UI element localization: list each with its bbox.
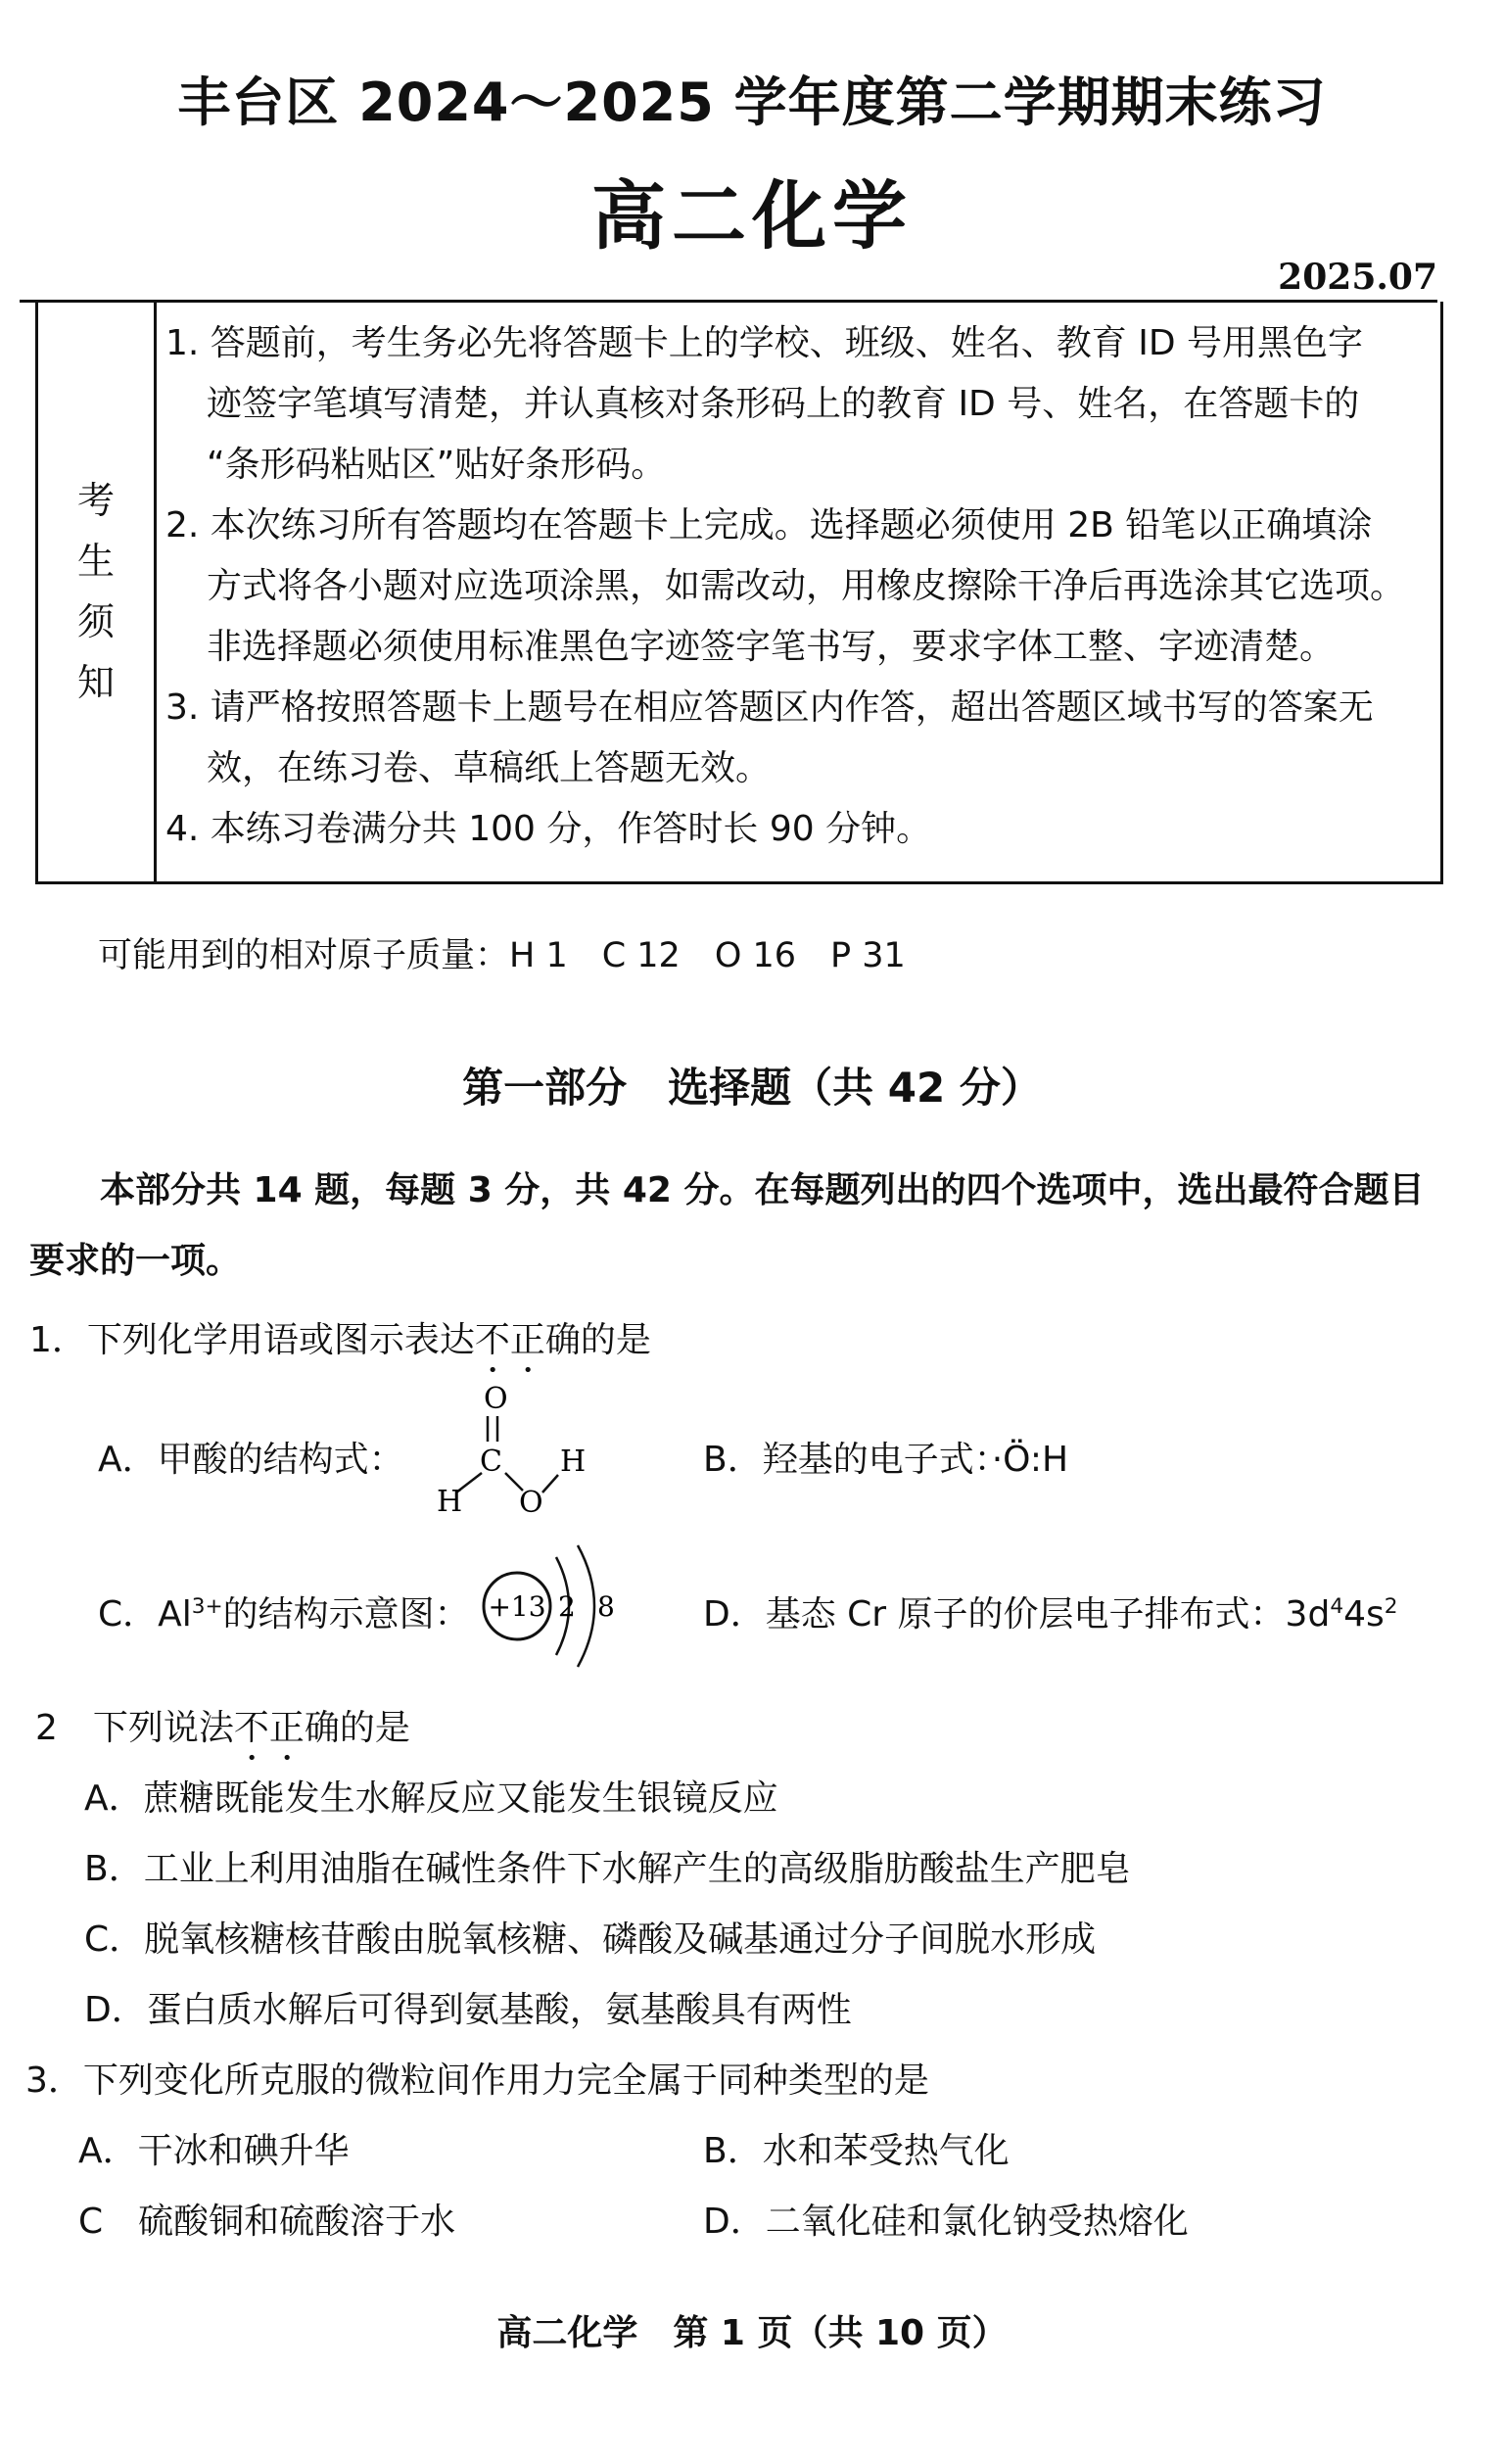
q1-option-d — [703, 1587, 1397, 1636]
stem-emphasis: 不正 — [233, 1708, 305, 1748]
notice-box — [35, 302, 1443, 884]
shell-2-electrons: 8 — [597, 1590, 615, 1623]
struct-atom-o: O — [484, 1382, 508, 1416]
q1-option-a: A．甲酸的结构式： — [98, 1440, 404, 1480]
option-label: B．羟基的电子式： — [703, 1440, 992, 1480]
formic-acid-structure — [427, 1379, 603, 1516]
q1-option-c — [98, 1587, 470, 1636]
q3-option-d: D．二氧化硅和氯化钠受热熔化 — [703, 2202, 1189, 2242]
exam-date: 2025.07 — [1278, 257, 1437, 298]
notice-label-char: 生 — [76, 540, 115, 583]
notice-line: 迹签字笔填写清楚，并认真核对条形码上的教育 ID 号、姓名，在答题卡的 — [207, 384, 1360, 424]
notice-line: 效，在练习卷、草稿纸上答题无效。 — [207, 748, 772, 788]
q3-option-c: C 硫酸铜和硫酸溶于水 — [78, 2202, 456, 2242]
notice-label-char: 知 — [76, 661, 115, 704]
notice-line: 3. 请严格按照答题卡上题号在相应答题区内作答，超出答题区域书写的答案无 — [165, 687, 1374, 728]
page-footer: 高二化学 第 1 页（共 10 页） — [496, 2313, 1008, 2353]
exam-title: 丰台区 2024～2025 学年度第二学期期末练习 — [177, 71, 1327, 133]
stem-text: 2 下列说法 — [35, 1708, 234, 1748]
struct-atom-o2: O — [519, 1486, 543, 1516]
question-2-stem — [35, 1700, 410, 1769]
struct-atom-h: H — [437, 1485, 463, 1516]
intro-line: 要求的一项。 — [29, 1241, 242, 1281]
stem-text: 确的是 — [544, 1320, 651, 1360]
config-sup: 4 — [1330, 1594, 1344, 1619]
config-part: 3d — [1285, 1594, 1331, 1635]
charge-superscript: 3+ — [191, 1594, 223, 1619]
notice-line: 2. 本次练习所有答题均在答题卡上完成。选择题必须使用 2B 铅笔以正确填涂 — [165, 505, 1373, 545]
struct-atom-h2: H — [560, 1445, 587, 1479]
notice-line: 4. 本练习卷满分共 100 分，作答时长 90 分钟。 — [165, 809, 932, 849]
notice-label-char: 须 — [76, 600, 115, 643]
q2-option-a: A．蔗糖既能发生水解反应又能发生银镜反应 — [84, 1778, 778, 1819]
notice-body — [165, 313, 1423, 860]
option-label: 的结构示意图： — [222, 1594, 470, 1635]
section-intro — [29, 1156, 1439, 1297]
section-title: 第一部分 选择题（共 42 分） — [462, 1064, 1042, 1112]
option-label: D．基态 Cr 原子的价层电子排布式： — [703, 1594, 1286, 1635]
shell-1-electrons: 2 — [558, 1590, 576, 1623]
atomic-masses: 可能用到的相对原子质量：H 1 C 12 O 16 P 31 — [98, 936, 906, 975]
subject-title: 高二化学 — [591, 172, 913, 260]
q2-option-c: C．脱氧核糖核苷酸由脱氧核糖、磷酸及碱基通过分子间脱水形成 — [84, 1919, 1097, 1960]
stem-text: 1．下列化学用语或图示表达 — [29, 1320, 475, 1360]
notice-line: “条形码粘贴区”贴好条形码。 — [207, 445, 667, 485]
notice-line: 1. 答题前，考生务必先将答题卡上的学校、班级、姓名、教育 ID 号用黑色字 — [165, 323, 1364, 363]
q3-option-a: A．干冰和碘升华 — [78, 2131, 350, 2171]
notice-line: 非选择题必须使用标准黑色字迹签字笔书写，要求字体工整、字迹清楚。 — [207, 627, 1336, 667]
stem-text: 确的是 — [304, 1708, 410, 1748]
option-label: C．Al — [98, 1594, 192, 1635]
notice-label-char: 考 — [76, 479, 115, 522]
config-part: 4s — [1343, 1594, 1385, 1635]
nucleus-charge: +13 — [488, 1590, 546, 1623]
q1-option-b — [703, 1432, 1068, 1482]
stem-emphasis: 不正 — [474, 1320, 545, 1360]
hydroxyl-formula: ·Ö:H — [991, 1440, 1069, 1480]
struct-atom-c: C — [480, 1445, 502, 1479]
config-sup: 2 — [1384, 1594, 1398, 1619]
question-1-stem — [29, 1312, 651, 1381]
q2-option-d: D．蛋白质水解后可得到氨基酸，氨基酸具有两性 — [84, 1990, 852, 2030]
al-ion-structure-diagram — [476, 1536, 633, 1682]
notice-line: 方式将各小题对应选项涂黑，如需改动，用橡皮擦除干净后再选涂其它选项。 — [207, 566, 1406, 606]
q2-option-b: B．工业上利用油脂在碱性条件下水解产生的高级脂肪酸盐生产肥皂 — [84, 1849, 1131, 1889]
question-3-stem: 3．下列变化所克服的微粒间作用力完全属于同种类型的是 — [25, 2061, 929, 2101]
q3-option-b: B．水和苯受热气化 — [703, 2131, 1010, 2171]
intro-line: 本部分共 14 题，每题 3 分，共 42 分。在每题列出的四个选项中，选出最符合题目 — [100, 1170, 1425, 1210]
notice-label — [38, 302, 157, 881]
